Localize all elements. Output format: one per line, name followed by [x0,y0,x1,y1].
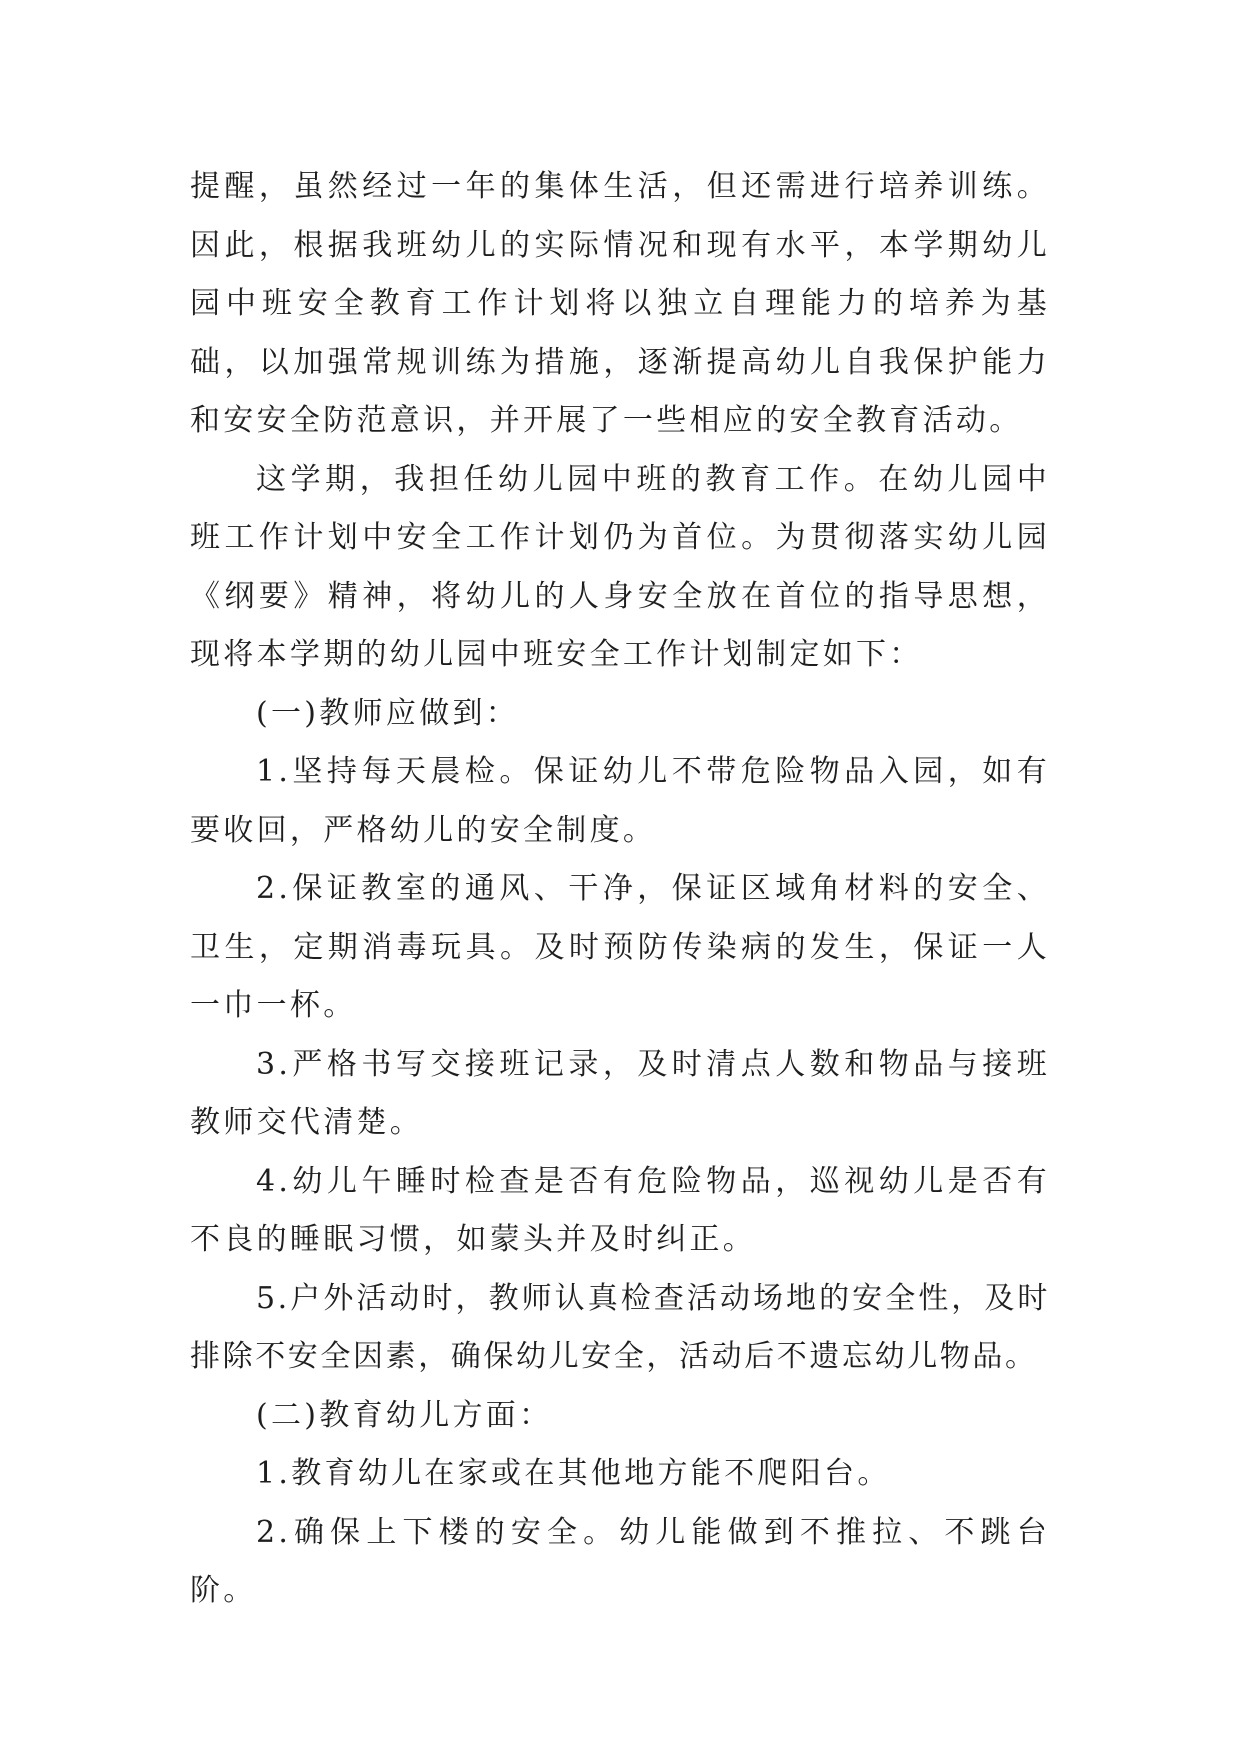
teacher-item-4: 4.幼儿午睡时检查是否有危险物品，巡视幼儿是否有不良的睡眠习惯，如蒙头并及时纠正。 [190,1163,1050,1257]
teacher-item-3: 3.严格书写交接班记录，及时清点人数和物品与接班教师交代清楚。 [190,1046,1050,1140]
children-item-2: 2.确保上下楼的安全。幼儿能做到不推拉、不跳台阶。 [190,1514,1050,1608]
teacher-item-1: 1.坚持每天晨检。保证幼儿不带危险物品入园，如有要收回，严格幼儿的安全制度。 [190,754,1050,848]
teacher-item-2: 2.保证教室的通风、干净，保证区域角材料的安全、卫生，定期消毒玩具。及时预防传染病的发生，保证一人一巾一杯。 [190,871,1050,1023]
section-heading-children: (二)教育幼儿方面： [256,1397,553,1433]
document-body [190,158,1050,1621]
paragraph-intro-continuation: 提醒，虽然经过一年的集体生活，但还需进行培养训练。因此，根据我班幼儿的实际情况和现有水平，本学期幼儿园中班安全教育工作计划将以独立自理能力的培养为基础，以加强常规训练为措施，逐渐提高幼儿自我保护能力和安安全防范意识，并开展了一些相应的安全教育活动。 [190,169,1050,438]
paragraph-semester-plan: 这学期，我担任幼儿园中班的教育工作。在幼儿园中班工作计划中安全工作计划仍为首位。为贯彻落实幼儿园《纲要》精神，将幼儿的人身安全放在首位的指导思想，现将本学期的幼儿园中班安全工作计划制定如下： [190,461,1050,672]
teacher-item-5: 5.户外活动时，教师认真检查活动场地的安全性，及时排除不安全因素，确保幼儿安全，活动后不遗忘幼儿物品。 [190,1280,1050,1374]
section-heading-teachers: (一)教师应做到： [256,695,520,731]
children-item-1: 1.教育幼儿在家或在其他地方能不爬阳台。 [256,1456,891,1491]
